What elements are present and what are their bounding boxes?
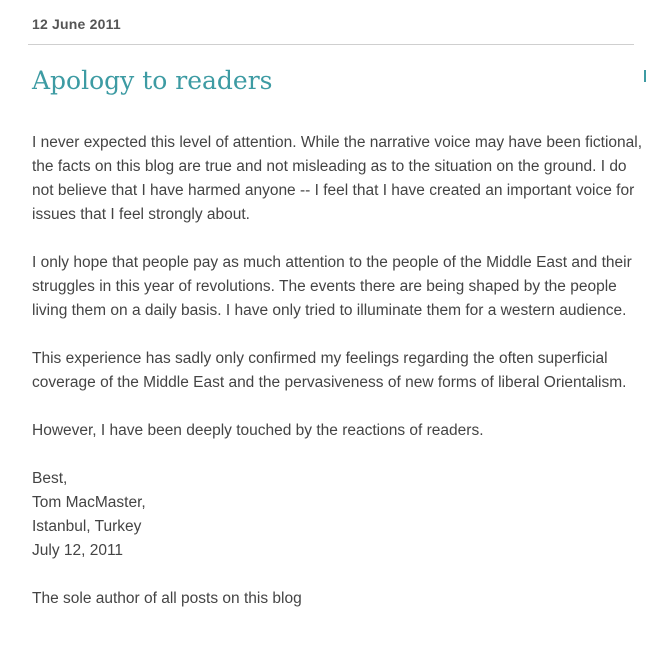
post-paragraph: However, I have been deeply touched by the reactions of readers.: [32, 422, 484, 439]
signoff-name: Tom MacMaster,: [32, 494, 146, 511]
post-date-header: 12 June 2011: [32, 16, 121, 32]
signoff-date: July 12, 2011: [32, 542, 124, 559]
date-divider: [28, 44, 634, 45]
signoff-block: [32, 467, 644, 563]
post-paragraph: I never expected this level of attention. While the narrative voice may have been fictional, the facts on this blog are true and not misleading as to the situation on the ground. I do not believe that I have harmed anyone -- I feel that I have created an important voice for issues that I feel strongly about.: [32, 134, 643, 223]
post-title[interactable]: Apology to readers: [32, 66, 273, 95]
post-body: [32, 131, 644, 635]
post-paragraph: This experience has sadly only confirmed my feelings regarding the often superficial coverage of the Middle East and the pervasiveness of new forms of liberal Orientalism.: [32, 350, 627, 391]
post-paragraph: I only hope that people pay as much attention to the people of the Middle East and their struggles in this year of revolutions. The events there are being shaped by the people living them on a daily basis. I have only tried to illuminate them for a western audience.: [32, 254, 632, 319]
signoff-location: Istanbul, Turkey: [32, 518, 142, 535]
signoff-greeting: Best,: [32, 470, 68, 487]
scrollbar-edge[interactable]: [644, 70, 646, 82]
footer-note: The sole author of all posts on this blog: [32, 590, 302, 607]
